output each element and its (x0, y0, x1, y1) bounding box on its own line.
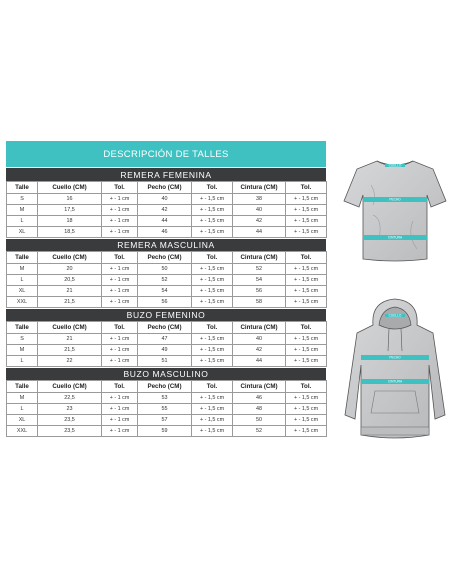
column-header: Tol. (192, 252, 233, 264)
column-header: Tol. (102, 182, 138, 194)
table-cell: + - 1,5 cm (286, 297, 327, 308)
column-header: Tol. (286, 182, 327, 194)
table-cell: + - 1,5 cm (192, 297, 233, 308)
table-cell: M (7, 345, 38, 356)
size-chart (6, 141, 326, 437)
hoodie-waist-label: CINTURA (387, 379, 403, 384)
table-cell: + - 1,5 cm (286, 205, 327, 216)
table-cell: + - 1,5 cm (286, 286, 327, 297)
table-cell: + - 1,5 cm (286, 404, 327, 415)
table-cell: 18 (38, 216, 102, 227)
table-cell: + - 1,5 cm (192, 205, 233, 216)
table-row (7, 264, 327, 275)
table-cell: L (7, 356, 38, 367)
table-cell: 40 (233, 334, 286, 345)
table-row (7, 404, 327, 415)
table-cell: 48 (233, 404, 286, 415)
table-cell: 40 (138, 194, 192, 205)
size-table (6, 380, 327, 437)
table-cell: + - 1,5 cm (192, 194, 233, 205)
table-cell: 55 (138, 404, 192, 415)
table-cell: + - 1,5 cm (192, 393, 233, 404)
table-header-row (7, 182, 327, 194)
table-cell: + - 1 cm (102, 216, 138, 227)
table-cell: + - 1,5 cm (286, 227, 327, 238)
table-cell: 22 (38, 356, 102, 367)
column-header: Cuello (CM) (38, 182, 102, 194)
column-header: Cuello (CM) (38, 381, 102, 393)
table-cell: 18,5 (38, 227, 102, 238)
table-cell: L (7, 275, 38, 286)
table-cell: + - 1 cm (102, 345, 138, 356)
table-cell: 21 (38, 334, 102, 345)
table-cell: + - 1,5 cm (286, 415, 327, 426)
table-row (7, 393, 327, 404)
table-cell: + - 1,5 cm (286, 356, 327, 367)
table-cell: 38 (233, 194, 286, 205)
table-cell: + - 1,5 cm (286, 334, 327, 345)
column-header: Tol. (286, 252, 327, 264)
table-cell: S (7, 334, 38, 345)
table-cell: + - 1,5 cm (192, 275, 233, 286)
size-table (6, 321, 327, 367)
column-header: Tol. (102, 381, 138, 393)
size-sections (6, 168, 326, 437)
table-row (7, 415, 327, 426)
column-header: Cintura (CM) (233, 381, 286, 393)
table-cell: + - 1 cm (102, 297, 138, 308)
table-row (7, 216, 327, 227)
table-row (7, 334, 327, 345)
table-cell: + - 1,5 cm (286, 264, 327, 275)
section-header: BUZO FEMENINO (6, 309, 326, 321)
table-cell: 21 (38, 286, 102, 297)
table-cell: + - 1,5 cm (286, 345, 327, 356)
table-cell: 46 (138, 227, 192, 238)
table-cell: L (7, 404, 38, 415)
table-row (7, 345, 327, 356)
table-cell: 46 (233, 393, 286, 404)
column-header: Talle (7, 322, 38, 334)
column-header: Cuello (CM) (38, 252, 102, 264)
column-header: Talle (7, 252, 38, 264)
table-header-row (7, 322, 327, 334)
column-header: Tol. (192, 381, 233, 393)
table-row (7, 286, 327, 297)
table-cell: 21,5 (38, 297, 102, 308)
section-header: REMERA FEMENINA (6, 168, 326, 181)
size-table (6, 251, 327, 308)
tshirt-waist-label: CINTURA (387, 235, 403, 240)
table-cell: + - 1,5 cm (286, 194, 327, 205)
table-row (7, 297, 327, 308)
column-header: Pecho (CM) (138, 322, 192, 334)
table-row (7, 205, 327, 216)
table-cell: + - 1 cm (102, 356, 138, 367)
table-cell: XL (7, 286, 38, 297)
hoodie-chest-label: PECHO (389, 355, 401, 360)
column-header: Cintura (CM) (233, 322, 286, 334)
tshirt-neck-label: CUELLO (388, 163, 402, 168)
table-cell: 42 (138, 205, 192, 216)
table-cell: 44 (138, 216, 192, 227)
table-cell: 56 (138, 297, 192, 308)
table-cell: + - 1,5 cm (192, 216, 233, 227)
table-cell: + - 1,5 cm (192, 404, 233, 415)
table-row (7, 227, 327, 238)
column-header: Cuello (CM) (38, 322, 102, 334)
table-cell: + - 1,5 cm (192, 345, 233, 356)
table-cell: 52 (233, 264, 286, 275)
column-header: Talle (7, 381, 38, 393)
tshirt-illustration-icon (343, 155, 447, 263)
table-cell: + - 1 cm (102, 334, 138, 345)
table-cell: 47 (138, 334, 192, 345)
table-cell: + - 1,5 cm (192, 264, 233, 275)
table-cell: 44 (233, 227, 286, 238)
column-header: Tol. (102, 252, 138, 264)
table-cell: M (7, 205, 38, 216)
column-header: Tol. (286, 322, 327, 334)
table-cell: + - 1,5 cm (192, 415, 233, 426)
table-cell: 20,5 (38, 275, 102, 286)
table-cell: + - 1,5 cm (192, 426, 233, 437)
table-cell: XL (7, 415, 38, 426)
table-cell: 23,5 (38, 415, 102, 426)
table-cell: + - 1,5 cm (286, 275, 327, 286)
table-cell: 42 (233, 345, 286, 356)
column-header: Talle (7, 182, 38, 194)
table-cell: 58 (233, 297, 286, 308)
table-cell: + - 1 cm (102, 286, 138, 297)
table-cell: + - 1 cm (102, 404, 138, 415)
section-header: REMERA MASCULINA (6, 239, 326, 251)
table-row (7, 275, 327, 286)
hoodie-illustration-icon (341, 295, 449, 442)
table-cell: 52 (138, 275, 192, 286)
table-cell: + - 1,5 cm (286, 426, 327, 437)
size-table (6, 181, 327, 238)
table-cell: XXL (7, 426, 38, 437)
hoodie-neck-label: CUELLO (388, 313, 402, 318)
table-cell: + - 1 cm (102, 275, 138, 286)
column-header: Tol. (102, 322, 138, 334)
table-cell: + - 1 cm (102, 194, 138, 205)
title-text: DESCRIPCIÓN DE TALLES (103, 148, 229, 160)
table-row (7, 194, 327, 205)
table-cell: 16 (38, 194, 102, 205)
table-cell: 59 (138, 426, 192, 437)
column-header: Tol. (192, 322, 233, 334)
table-cell: 54 (138, 286, 192, 297)
table-header-row (7, 381, 327, 393)
table-cell: + - 1 cm (102, 415, 138, 426)
table-cell: 42 (233, 216, 286, 227)
table-row (7, 356, 327, 367)
table-cell: 40 (233, 205, 286, 216)
table-cell: 21,5 (38, 345, 102, 356)
table-cell: + - 1,5 cm (192, 334, 233, 345)
table-cell: + - 1,5 cm (192, 227, 233, 238)
table-cell: + - 1,5 cm (192, 356, 233, 367)
table-cell: + - 1 cm (102, 205, 138, 216)
table-cell: 50 (138, 264, 192, 275)
table-cell: 23 (38, 404, 102, 415)
table-cell: + - 1 cm (102, 264, 138, 275)
table-cell: + - 1,5 cm (286, 216, 327, 227)
table-cell: 20 (38, 264, 102, 275)
table-cell: XL (7, 227, 38, 238)
column-header: Cintura (CM) (233, 182, 286, 194)
column-header: Tol. (192, 182, 233, 194)
table-header-row (7, 252, 327, 264)
table-cell: M (7, 264, 38, 275)
table-cell: L (7, 216, 38, 227)
table-cell: 57 (138, 415, 192, 426)
table-cell: 56 (233, 286, 286, 297)
table-cell: XXL (7, 297, 38, 308)
table-cell: + - 1 cm (102, 227, 138, 238)
table-cell: + - 1,5 cm (192, 286, 233, 297)
table-row (7, 426, 327, 437)
table-cell: + - 1 cm (102, 426, 138, 437)
table-cell: 23,5 (38, 426, 102, 437)
table-cell: + - 1 cm (102, 393, 138, 404)
table-cell: 17,5 (38, 205, 102, 216)
table-cell: M (7, 393, 38, 404)
column-header: Tol. (286, 381, 327, 393)
column-header: Pecho (CM) (138, 252, 192, 264)
table-cell: S (7, 194, 38, 205)
table-cell: 52 (233, 426, 286, 437)
table-cell: 22,5 (38, 393, 102, 404)
column-header: Cintura (CM) (233, 252, 286, 264)
section-header: BUZO MASCULINO (6, 368, 326, 380)
table-cell: 54 (233, 275, 286, 286)
table-cell: + - 1,5 cm (286, 393, 327, 404)
table-cell: 53 (138, 393, 192, 404)
tshirt-chest-label: PECHO (389, 197, 401, 202)
column-header: Pecho (CM) (138, 182, 192, 194)
table-cell: 49 (138, 345, 192, 356)
size-chart-title (6, 141, 326, 167)
table-cell: 50 (233, 415, 286, 426)
table-cell: 51 (138, 356, 192, 367)
column-header: Pecho (CM) (138, 381, 192, 393)
table-cell: 44 (233, 356, 286, 367)
